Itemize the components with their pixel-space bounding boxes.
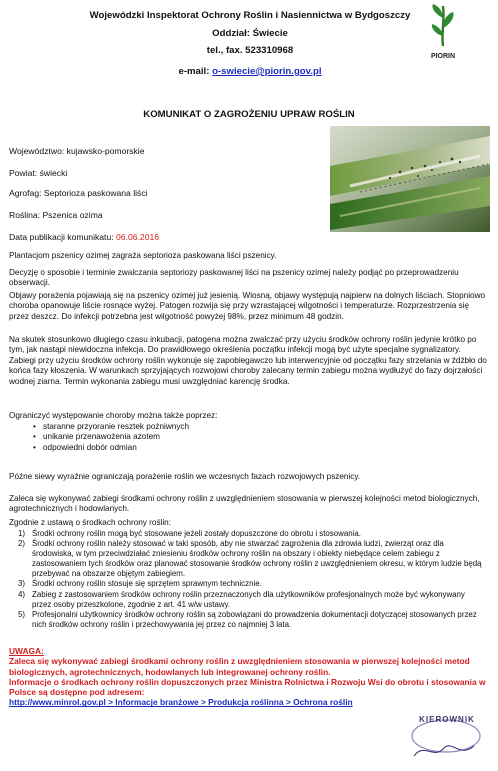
field-roslina — [9, 210, 103, 220]
stamp-text: KIEROWNIK — [419, 715, 475, 724]
bullet-list — [9, 422, 483, 453]
page-title: KOMUNIKAT O ZAGROŻENIU UPRAW ROŚLIN — [143, 109, 355, 120]
bullet-dot-icon: • — [33, 442, 36, 452]
piorin-logo — [421, 2, 465, 58]
header-branch: Oddział: Świecie — [212, 28, 288, 39]
plant-logo-icon — [421, 2, 465, 48]
paragraph-late-sowing: Późne siewy wyraźnie ograniczają porażenie roślin we wczesnych fazach rozwojowych pszenicy. — [9, 472, 361, 481]
warning-block — [9, 646, 489, 708]
field-label: Powiat: — [9, 168, 38, 178]
paragraph-recommendation: Zaleca się wykonywać zabiegi środkami ochrony roślin z uwzględnieniem stosowania w pierwszej kolejności metod biologicznych, agrotechnicznych i hodowlanych. — [9, 494, 480, 514]
leaf-disease-photo — [330, 126, 490, 232]
field-powiat — [9, 168, 67, 178]
list-item: 3) Środki ochrony roślin stosuje się sprzętem sprawnym technicznie. — [18, 579, 262, 589]
law-list-intro: Zgodnie z ustawą o środkach ochrony roślin: — [9, 518, 172, 527]
kierownik-stamp — [404, 712, 484, 766]
bullet-dot-icon: • — [33, 422, 36, 431]
list-item: • staranne przyoranie resztek pożniwnych — [33, 422, 190, 431]
field-label: Data publikacji komunikatu: — [9, 232, 114, 242]
minrol-link[interactable]: http://www.minrol.gov.pl > Informacje branżowe > Produkcja roślinna > Ochrona roślin — [9, 697, 353, 708]
field-wojewodztwo — [9, 146, 145, 156]
email-label: e-mail: — [178, 66, 213, 77]
law-list — [18, 529, 486, 630]
email-link[interactable]: o-swiecie@piorin.gov.pl — [212, 66, 322, 77]
warning-text-1: Zaleca się wykonywać zabiegi środkami ochrony roślin z uwzględnieniem stosowania w pierwszej kolejności metod biologicznych, agrotechnicznych, hodowlanych lub integrowanej ochrony roślin. — [9, 656, 470, 677]
paragraph-symptoms: Objawy porażenia pojawiają się na pszenicy ozimej już jesienią. Wiosną, objawy występują najpierw na dolnych liściach. Stopniowo choroba opanowuje liście rosnące wyżej. Patogen rozwija się przy wzrastającej wilgotności i temperaturze. Rozprzestrzenia się przez deszcz. Do infekcji potrzebna jest wilgotność powyżej 98%, przez minimum 48 godzin. — [9, 291, 486, 321]
warning-title: UWAGA: — [9, 646, 44, 656]
field-value: Pszenica ozima — [42, 210, 103, 220]
field-data-publikacji — [9, 232, 159, 242]
list-item: • unikanie przenawożenia azotem — [33, 432, 160, 442]
list-item: 2) Środki ochrony roślin należy stosować w taki sposób, aby nie stwarzać zagrożenia dla zdrowia ludzi, zwierząt oraz dla środowiska, w tym przeciwdziałać zniesieniu środków ochrony roślin na obszary i obiekty niebędące celem zabiegu z zastosowaniem tych środków oraz planować stosowanie środków ochrony roślin z uwzględnieniem okresu, w którym ludzie będą przebywać na obszarze objętym zabiegiem. — [18, 539, 482, 579]
bullet-dot-icon: • — [33, 432, 36, 442]
field-label: Województwo: — [9, 146, 65, 156]
field-value: świecki — [39, 168, 68, 178]
header-phone: tel., fax. 523310968 — [206, 45, 294, 56]
warning-text-2: Informacje o środkach ochrony roślin dopuszczonych przez Ministra Rolnictwa i Rozwoju Wsi do obrotu i stosowania w Polsce są dostępne pod adresem: — [9, 676, 486, 698]
list-item: 4) Zabieg z zastosowaniem środków ochrony roślin przeznaczonych dla użytkowników profesjonalnych może być wykonywany przez osoby przeszkolone, zgodnie z art. 41 w/w ustawy. — [18, 589, 465, 609]
logo-text: PIORIN — [430, 53, 456, 60]
paragraph-control: Na skutek stosunkowo długiego czasu inkubacji, patogena można zwalczać przy użyciu środków ochrony roślin jedynie krótko po tym, jak nastąpi niewidoczna infekcja. Do prawidłowego określenia początku infekcji mogą być użyte specjalne sygnalizatory. Zabiegi przy użyciu środków ochrony roślin wykonuje się zapobiegawczo lub interwencyjnie od początku fazy strzelania w źdźbło do końca fazy kłoszenia. W warunkach sprzyjających rozwojowi choroby zalecany termin zabiegu można wydłużyć do fazy dojrzałości wodnej ziarna. Termin wykonania zabiegu musi uwzględniać karencję środka. — [9, 335, 487, 386]
header-institution: Wojewódzki Inspektorat Ochrony Roślin i Nasiennictwa w Bydgoszczy — [89, 10, 411, 21]
field-value-date: 06.06.2016 — [116, 232, 160, 242]
field-agrofag — [9, 188, 148, 198]
bullets-intro: Ograniczyć występowanie choroby można także poprzez: — [9, 411, 218, 420]
paragraph-decision: Decyzję o sposobie i terminie zwalczania septoriozy paskowanej liści na pszenicy ozimej należy podjąć po przeprowadzeniu obserwacji. — [9, 268, 459, 288]
list-item: 1) Środki ochrony roślin mogą być stosowane jeżeli zostały dopuszczone do obrotu i stosowania. — [18, 529, 361, 538]
header-email — [60, 66, 440, 78]
list-item: 5) Profesjonalni użytkownicy środków ochrony roślin są zobowiązani do prowadzenia dokumentacji dotyczącej stosowanych przez nich środków ochrony roślin i przechowywania jej przez co najmniej 3 lata. — [18, 609, 477, 629]
list-item: • odpowiedni dobór odmian — [33, 442, 137, 452]
field-value: kujawsko-pomorskie — [66, 146, 145, 156]
field-value: Septorioza paskowana liści — [43, 188, 148, 198]
intro-text: Plantacjom pszenicy ozimej zagraża septorioza paskowana liści pszenicy. — [9, 251, 277, 260]
field-label: Roślina: — [9, 210, 41, 220]
field-label: Agrofag: — [9, 188, 42, 198]
